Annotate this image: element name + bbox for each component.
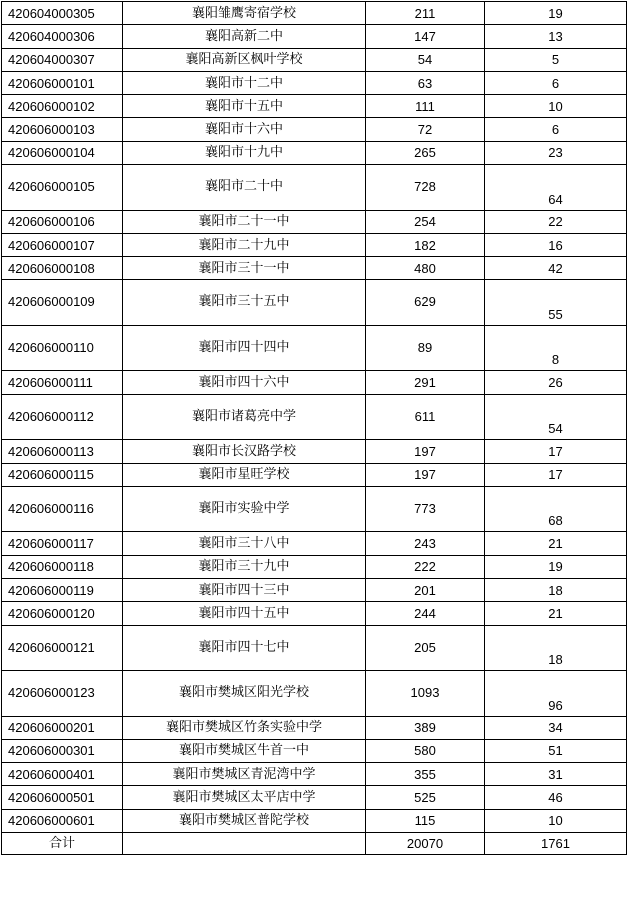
school-name-cell: 襄阳市实验中学 bbox=[123, 486, 366, 532]
quota-count-cell: 96 bbox=[485, 671, 627, 717]
quota-count-cell: 17 bbox=[485, 463, 627, 486]
quota-count-cell: 23 bbox=[485, 141, 627, 164]
school-code-cell: 420606000113 bbox=[2, 440, 123, 463]
quota-count-cell: 22 bbox=[485, 210, 627, 233]
school-name-cell: 襄阳市樊城区阳光学校 bbox=[123, 671, 366, 717]
school-name-cell: 襄阳市四十三中 bbox=[123, 578, 366, 601]
school-code-cell: 420606000104 bbox=[2, 141, 123, 164]
school-code-cell: 420606000121 bbox=[2, 625, 123, 671]
school-code-cell: 420606000108 bbox=[2, 257, 123, 280]
school-code-cell: 420606000105 bbox=[2, 165, 123, 211]
student-count-cell: 773 bbox=[366, 486, 485, 532]
school-name-cell: 襄阳市星旺学校 bbox=[123, 463, 366, 486]
student-count-cell: 72 bbox=[366, 118, 485, 141]
school-code-cell: 420604000305 bbox=[2, 2, 123, 25]
school-code-cell: 420606000107 bbox=[2, 233, 123, 256]
school-code-cell: 420606000501 bbox=[2, 786, 123, 809]
student-count-cell: 580 bbox=[366, 739, 485, 762]
school-code-cell: 420606000101 bbox=[2, 71, 123, 94]
school-name-cell: 襄阳市四十四中 bbox=[123, 325, 366, 371]
table-row bbox=[2, 48, 627, 71]
school-code-cell: 420606000123 bbox=[2, 671, 123, 717]
quota-count-cell: 54 bbox=[485, 394, 627, 440]
student-count-cell: 291 bbox=[366, 371, 485, 394]
quota-count-cell: 51 bbox=[485, 739, 627, 762]
school-name-cell: 襄阳市二十中 bbox=[123, 165, 366, 211]
school-name-cell: 襄阳市樊城区太平店中学 bbox=[123, 786, 366, 809]
school-name-cell: 襄阳高新二中 bbox=[123, 25, 366, 48]
quota-count-cell: 16 bbox=[485, 233, 627, 256]
school-name-cell: 襄阳市十九中 bbox=[123, 141, 366, 164]
quota-count-cell: 21 bbox=[485, 532, 627, 555]
school-name-cell: 襄阳高新区枫叶学校 bbox=[123, 48, 366, 71]
student-count-cell: 211 bbox=[366, 2, 485, 25]
table-row bbox=[2, 165, 627, 211]
school-name-cell: 襄阳市樊城区牛首一中 bbox=[123, 739, 366, 762]
school-name-cell: 襄阳市四十六中 bbox=[123, 371, 366, 394]
school-code-cell: 420606000102 bbox=[2, 95, 123, 118]
quota-count-cell: 13 bbox=[485, 25, 627, 48]
student-count-cell: 629 bbox=[366, 280, 485, 326]
quota-count-cell: 46 bbox=[485, 786, 627, 809]
table-row bbox=[2, 739, 627, 762]
quota-count-cell: 18 bbox=[485, 578, 627, 601]
quota-count-cell: 19 bbox=[485, 2, 627, 25]
student-count-cell: 355 bbox=[366, 763, 485, 786]
student-count-cell: 197 bbox=[366, 440, 485, 463]
quota-count-cell: 6 bbox=[485, 118, 627, 141]
student-count-cell: 244 bbox=[366, 602, 485, 625]
school-name-cell: 襄阳雏鹰寄宿学校 bbox=[123, 2, 366, 25]
table-row bbox=[2, 394, 627, 440]
table-row bbox=[2, 325, 627, 371]
quota-count-cell: 55 bbox=[485, 280, 627, 326]
school-name-cell: 襄阳市诸葛亮中学 bbox=[123, 394, 366, 440]
student-count-cell: 254 bbox=[366, 210, 485, 233]
school-name-cell: 襄阳市三十九中 bbox=[123, 555, 366, 578]
total-count-cell: 1761 bbox=[485, 833, 627, 855]
table-row bbox=[2, 280, 627, 326]
student-count-cell: 89 bbox=[366, 325, 485, 371]
quota-count-cell: 68 bbox=[485, 486, 627, 532]
quota-count-cell: 18 bbox=[485, 625, 627, 671]
quota-count-cell: 26 bbox=[485, 371, 627, 394]
total-name-cell bbox=[123, 833, 366, 855]
quota-count-cell: 6 bbox=[485, 71, 627, 94]
school-code-cell: 420606000110 bbox=[2, 325, 123, 371]
student-count-cell: 201 bbox=[366, 578, 485, 601]
school-code-cell: 420606000115 bbox=[2, 463, 123, 486]
student-count-cell: 205 bbox=[366, 625, 485, 671]
school-name-cell: 襄阳市三十五中 bbox=[123, 280, 366, 326]
student-count-cell: 243 bbox=[366, 532, 485, 555]
school-quota-table bbox=[1, 1, 627, 855]
school-name-cell: 襄阳市十五中 bbox=[123, 95, 366, 118]
school-code-cell: 420606000201 bbox=[2, 716, 123, 739]
student-count-cell: 480 bbox=[366, 257, 485, 280]
school-code-cell: 420606000106 bbox=[2, 210, 123, 233]
school-name-cell: 襄阳市十二中 bbox=[123, 71, 366, 94]
school-code-cell: 420604000306 bbox=[2, 25, 123, 48]
table-row bbox=[2, 233, 627, 256]
student-count-cell: 147 bbox=[366, 25, 485, 48]
table-row bbox=[2, 763, 627, 786]
quota-count-cell: 31 bbox=[485, 763, 627, 786]
table-row bbox=[2, 786, 627, 809]
student-count-cell: 728 bbox=[366, 165, 485, 211]
school-code-cell: 420606000111 bbox=[2, 371, 123, 394]
table-row bbox=[2, 371, 627, 394]
school-name-cell: 襄阳市樊城区竹条实验中学 bbox=[123, 716, 366, 739]
total-row bbox=[2, 833, 627, 855]
school-name-cell: 襄阳市四十七中 bbox=[123, 625, 366, 671]
school-name-cell: 襄阳市十六中 bbox=[123, 118, 366, 141]
quota-count-cell: 42 bbox=[485, 257, 627, 280]
table-row bbox=[2, 463, 627, 486]
student-count-cell: 389 bbox=[366, 716, 485, 739]
school-code-cell: 420604000307 bbox=[2, 48, 123, 71]
student-count-cell: 54 bbox=[366, 48, 485, 71]
school-code-cell: 420606000118 bbox=[2, 555, 123, 578]
school-code-cell: 420606000401 bbox=[2, 763, 123, 786]
school-code-cell: 420606000112 bbox=[2, 394, 123, 440]
student-count-cell: 197 bbox=[366, 463, 485, 486]
quota-count-cell: 5 bbox=[485, 48, 627, 71]
school-name-cell: 襄阳市樊城区普陀学校 bbox=[123, 809, 366, 832]
school-code-cell: 420606000119 bbox=[2, 578, 123, 601]
table-row bbox=[2, 809, 627, 832]
student-count-cell: 111 bbox=[366, 95, 485, 118]
table-row bbox=[2, 578, 627, 601]
student-count-cell: 265 bbox=[366, 141, 485, 164]
table-row bbox=[2, 555, 627, 578]
school-name-cell: 襄阳市二十一中 bbox=[123, 210, 366, 233]
table-row bbox=[2, 2, 627, 25]
table-row bbox=[2, 486, 627, 532]
student-count-cell: 115 bbox=[366, 809, 485, 832]
table-row bbox=[2, 625, 627, 671]
total-students-cell: 20070 bbox=[366, 833, 485, 855]
school-code-cell: 420606000116 bbox=[2, 486, 123, 532]
student-count-cell: 63 bbox=[366, 71, 485, 94]
quota-count-cell: 19 bbox=[485, 555, 627, 578]
school-name-cell: 襄阳市三十八中 bbox=[123, 532, 366, 555]
table-row bbox=[2, 602, 627, 625]
school-code-cell: 420606000109 bbox=[2, 280, 123, 326]
quota-count-cell: 10 bbox=[485, 95, 627, 118]
student-count-cell: 1093 bbox=[366, 671, 485, 717]
table-body bbox=[2, 2, 627, 855]
table-row bbox=[2, 141, 627, 164]
table-row bbox=[2, 71, 627, 94]
table-row bbox=[2, 257, 627, 280]
school-code-cell: 420606000601 bbox=[2, 809, 123, 832]
table-row bbox=[2, 532, 627, 555]
table-row bbox=[2, 95, 627, 118]
table-row bbox=[2, 671, 627, 717]
table-row bbox=[2, 118, 627, 141]
school-code-cell: 420606000120 bbox=[2, 602, 123, 625]
quota-count-cell: 17 bbox=[485, 440, 627, 463]
table-row bbox=[2, 210, 627, 233]
quota-count-cell: 34 bbox=[485, 716, 627, 739]
quota-count-cell: 8 bbox=[485, 325, 627, 371]
school-code-cell: 420606000117 bbox=[2, 532, 123, 555]
school-name-cell: 襄阳市长汉路学校 bbox=[123, 440, 366, 463]
student-count-cell: 222 bbox=[366, 555, 485, 578]
student-count-cell: 525 bbox=[366, 786, 485, 809]
school-name-cell: 襄阳市樊城区青泥湾中学 bbox=[123, 763, 366, 786]
student-count-cell: 182 bbox=[366, 233, 485, 256]
school-code-cell: 420606000301 bbox=[2, 739, 123, 762]
quota-count-cell: 10 bbox=[485, 809, 627, 832]
school-name-cell: 襄阳市四十五中 bbox=[123, 602, 366, 625]
school-name-cell: 襄阳市二十九中 bbox=[123, 233, 366, 256]
school-code-cell: 420606000103 bbox=[2, 118, 123, 141]
quota-count-cell: 64 bbox=[485, 165, 627, 211]
total-label-cell: 合计 bbox=[2, 833, 123, 855]
table-row bbox=[2, 440, 627, 463]
table-row bbox=[2, 25, 627, 48]
quota-count-cell: 21 bbox=[485, 602, 627, 625]
student-count-cell: 611 bbox=[366, 394, 485, 440]
school-name-cell: 襄阳市三十一中 bbox=[123, 257, 366, 280]
table-row bbox=[2, 716, 627, 739]
